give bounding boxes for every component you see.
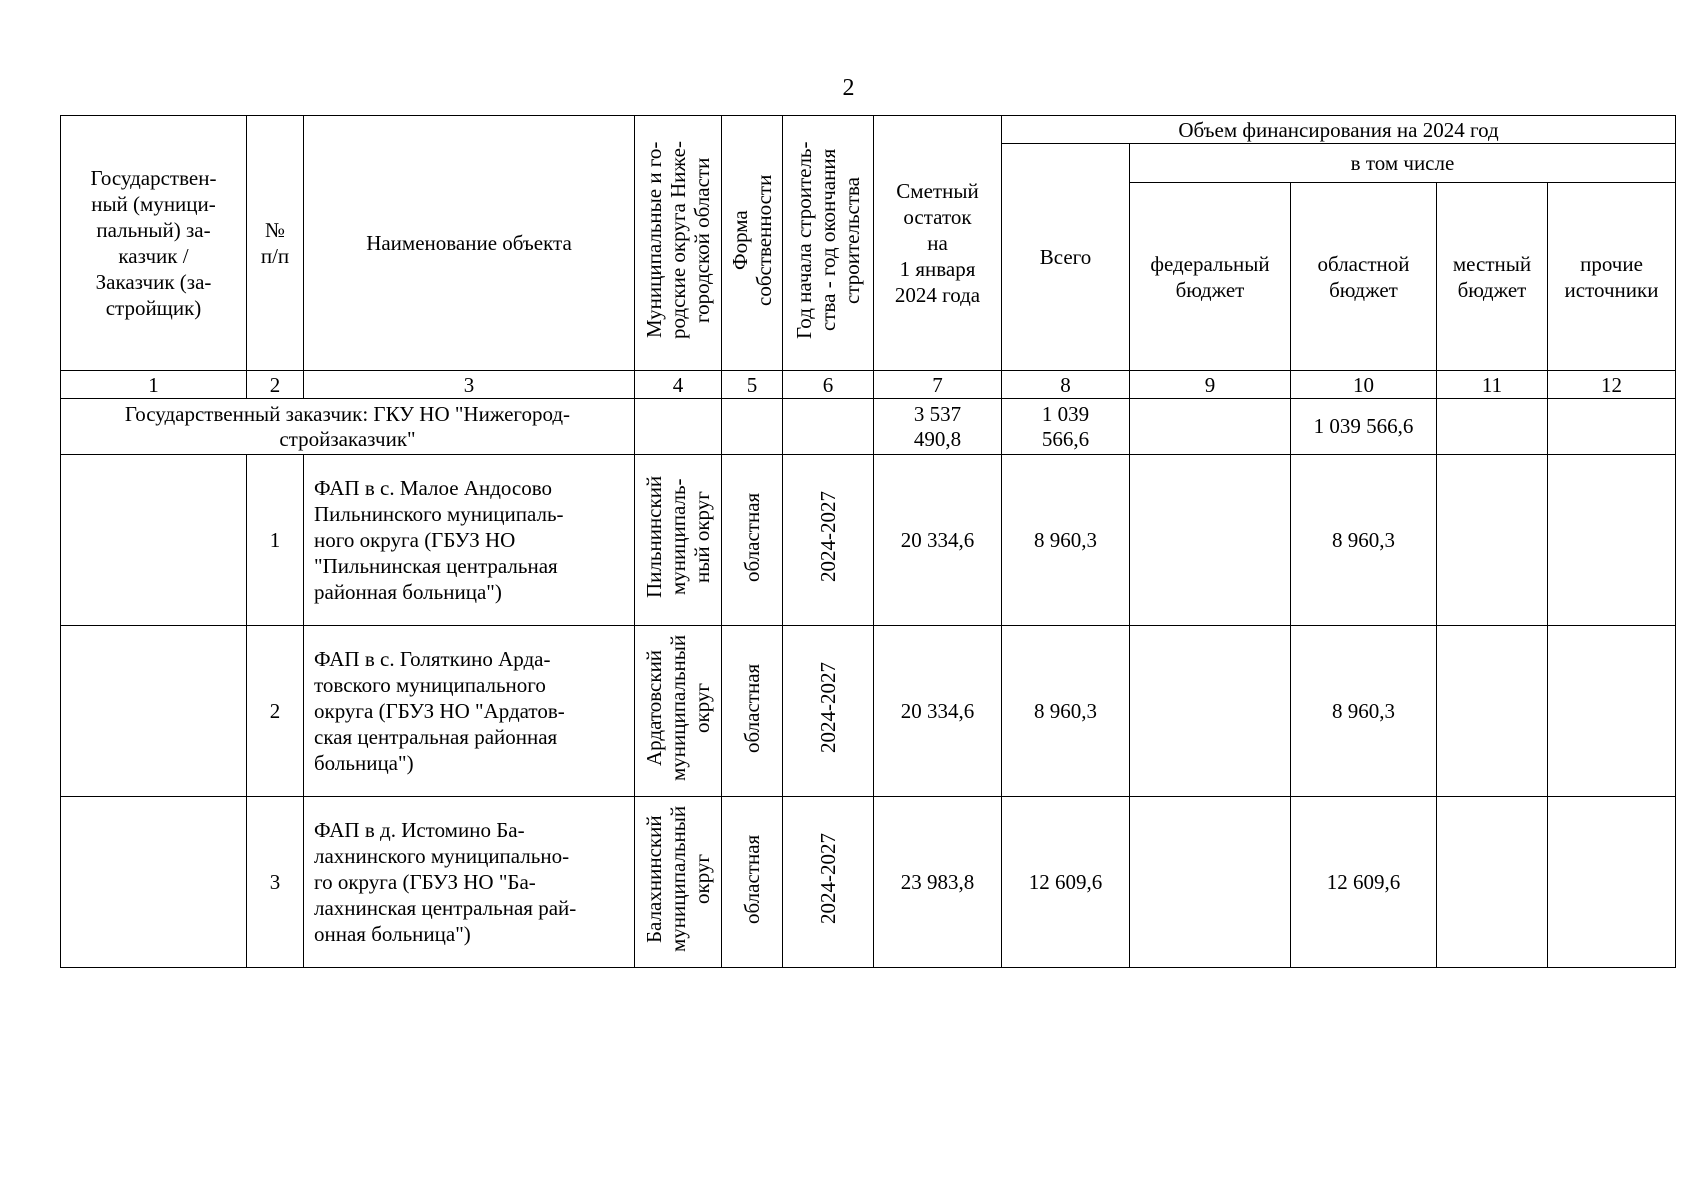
cell-estimate: 20 334,6 [874,455,1002,626]
header-years [783,116,874,371]
cell-local [1437,455,1548,626]
table-row [61,626,1676,797]
cell-federal [1130,797,1291,968]
cell-customer [61,626,247,797]
cell-municipality-text: Балахнинский муниципальный округ [642,805,714,953]
group-regional: 1 039 566,6 [1291,399,1437,455]
cell-federal [1130,455,1291,626]
cell-other [1548,797,1676,968]
column-number: 5 [722,371,783,399]
header-ownership-text: Форма собственности [728,174,776,306]
cell-regional: 8 960,3 [1291,626,1437,797]
group-cell-empty [635,399,722,455]
group-label: Государственный заказчик: ГКУ НО "Нижегород- стройзаказчик" [61,399,635,455]
cell-years [783,455,874,626]
column-number: 8 [1002,371,1130,399]
cell-federal [1130,626,1291,797]
cell-number: 1 [247,455,304,626]
group-local [1437,399,1548,455]
cell-municipality [635,626,722,797]
header-total: Всего [1002,144,1130,371]
header-including: в том числе [1130,144,1676,183]
header-municipality-text: Муниципальные и го- родские округа Ниже- городской области [642,141,714,339]
cell-ownership [722,626,783,797]
column-number: 4 [635,371,722,399]
header-regional: областной бюджет [1291,183,1437,371]
cell-years-text: 2024-2027 [816,491,840,583]
cell-years-text: 2024-2027 [816,833,840,925]
header-ownership [722,116,783,371]
header-object-name: Наименование объекта [304,116,635,371]
group-federal [1130,399,1291,455]
cell-estimate: 23 983,8 [874,797,1002,968]
column-number: 1 [61,371,247,399]
cell-municipality [635,797,722,968]
column-number: 12 [1548,371,1676,399]
header-years-text: Год начала строитель- ства - год окончания строительства [792,141,864,339]
cell-number: 2 [247,626,304,797]
cell-number: 3 [247,797,304,968]
header-number: № п/п [247,116,304,371]
header-local: местный бюджет [1437,183,1548,371]
cell-total: 8 960,3 [1002,626,1130,797]
group-cell-empty [722,399,783,455]
column-number: 9 [1130,371,1291,399]
group-other [1548,399,1676,455]
cell-object-name: ФАП в с. Малое Андосово Пильнинского муниципаль- ного округа (ГБУЗ НО "Пильнинская центральная районная больница") [304,455,635,626]
header-funding: Объем финансирования на 2024 год [1002,116,1676,144]
cell-ownership-text: областная [740,834,764,924]
column-numbers-row [61,371,1676,399]
table-row [61,455,1676,626]
page-number: 2 [842,75,855,101]
cell-object-name: ФАП в д. Истомино Ба- лахнинского муниципально- го округа (ГБУЗ НО "Ба- лахнинская центральная рай- онная больница") [304,797,635,968]
cell-ownership-text: областная [740,663,764,753]
header-estimate: Сметный остаток на 1 января 2024 года [874,116,1002,371]
cell-ownership [722,455,783,626]
cell-years [783,626,874,797]
cell-customer [61,455,247,626]
column-number: 3 [304,371,635,399]
cell-regional: 8 960,3 [1291,455,1437,626]
column-number: 2 [247,371,304,399]
cell-ownership [722,797,783,968]
header-row [61,116,1676,144]
column-number: 10 [1291,371,1437,399]
cell-estimate: 20 334,6 [874,626,1002,797]
table-row [61,797,1676,968]
cell-regional: 12 609,6 [1291,797,1437,968]
cell-ownership-text: областная [740,492,764,582]
cell-local [1437,626,1548,797]
cell-customer [61,797,247,968]
group-cell-empty [783,399,874,455]
cell-object-name: ФАП в с. Голяткино Арда- товского муниципального округа (ГБУЗ НО "Ардатов- ская центральная районная больница") [304,626,635,797]
column-number: 6 [783,371,874,399]
financing-table [60,115,1676,968]
column-number: 11 [1437,371,1548,399]
cell-total: 8 960,3 [1002,455,1130,626]
cell-municipality-text: Ардатовский муниципальный округ [642,634,714,782]
cell-years [783,797,874,968]
cell-other [1548,455,1676,626]
header-other: прочие источники [1548,183,1676,371]
group-estimate: 3 537 490,8 [874,399,1002,455]
cell-total: 12 609,6 [1002,797,1130,968]
cell-municipality [635,455,722,626]
header-federal: федеральный бюджет [1130,183,1291,371]
header-customer: Государствен- ный (муници- пальный) за- казчик / Заказчик (за- стройщик) [61,116,247,371]
header-municipality [635,116,722,371]
cell-local [1437,797,1548,968]
group-row [61,399,1676,455]
cell-years-text: 2024-2027 [816,662,840,754]
cell-municipality-text: Пильнинский муниципаль- ный округ [642,475,714,599]
group-total: 1 039 566,6 [1002,399,1130,455]
cell-other [1548,626,1676,797]
column-number: 7 [874,371,1002,399]
